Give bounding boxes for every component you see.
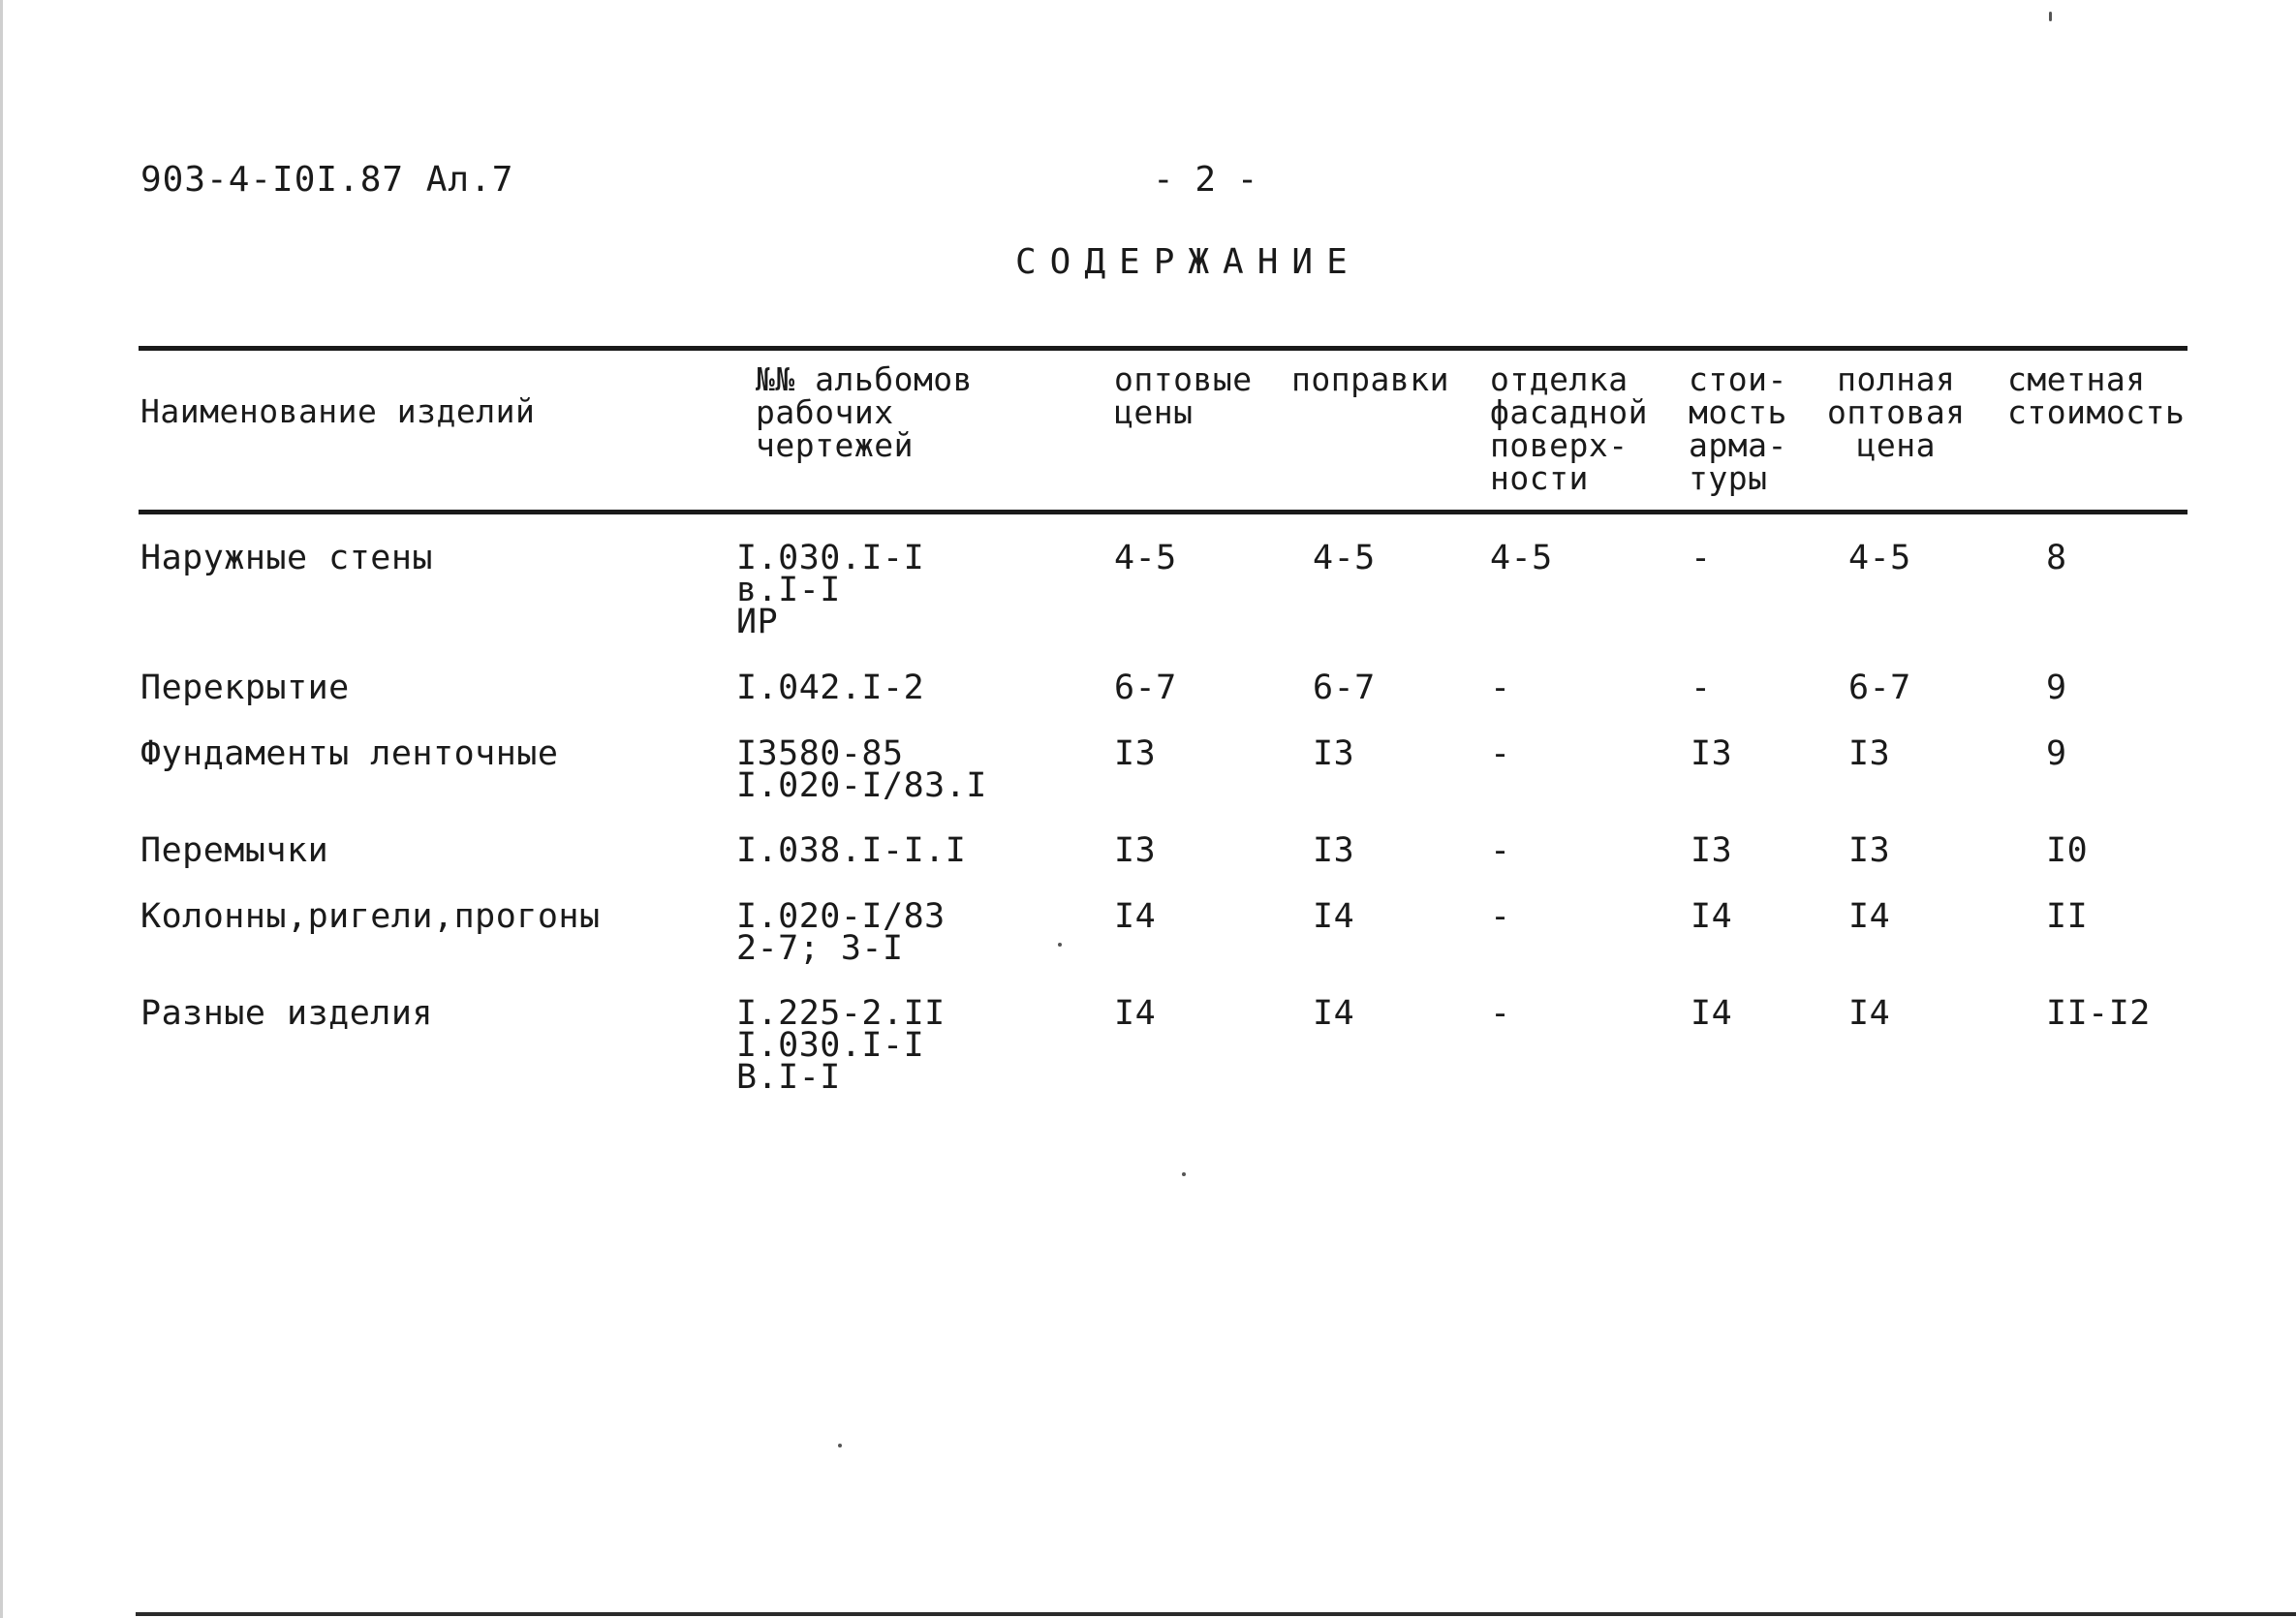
row-albums: I.030.I-I в.I-I ИР [736, 539, 925, 641]
row-wholesale-price: 4-5 [1114, 539, 1177, 577]
column-header-wholesale-prices: оптовые цены [1114, 360, 1253, 431]
table-header-rule [139, 510, 2187, 514]
scan-speck [838, 1444, 842, 1447]
row-estimated-cost: 8 [2046, 539, 2067, 577]
column-header-reinforcement-cost: стои- мость арма- туры [1689, 360, 1787, 497]
row-estimated-cost: II [2046, 897, 2089, 936]
row-reinforcement-cost: - [1691, 669, 1712, 707]
row-facade-finish: - [1490, 831, 1511, 870]
row-full-price: I3 [1848, 734, 1891, 773]
column-header-corrections: поправки [1291, 360, 1449, 398]
row-name: Перемычки [140, 831, 329, 870]
row-name: Перекрытие [140, 669, 350, 707]
row-full-price: 6-7 [1848, 669, 1911, 707]
table-top-rule [139, 346, 2187, 351]
row-albums: I.225-2.II I.030.I-I В.I-I [736, 994, 946, 1097]
row-wholesale-price: I4 [1114, 897, 1157, 936]
scan-speck [2049, 12, 2052, 21]
row-correction: I4 [1313, 897, 1355, 936]
row-correction: I3 [1313, 734, 1355, 773]
row-wholesale-price: I3 [1114, 734, 1157, 773]
row-wholesale-price: 6-7 [1114, 669, 1177, 707]
row-reinforcement-cost: I3 [1691, 831, 1733, 870]
row-correction: I3 [1313, 831, 1355, 870]
row-full-price: I4 [1848, 897, 1891, 936]
row-correction: I4 [1313, 994, 1355, 1033]
row-facade-finish: - [1490, 897, 1511, 936]
row-estimated-cost: 9 [2046, 669, 2067, 707]
row-reinforcement-cost: I4 [1691, 897, 1733, 936]
row-name: Разные изделия [140, 994, 434, 1033]
row-name: Наружные стены [140, 539, 434, 577]
row-albums: I.042.I-2 [736, 669, 925, 707]
row-estimated-cost: I0 [2046, 831, 2089, 870]
row-full-price: I4 [1848, 994, 1891, 1033]
row-name: Колонны,ригели,прогоны [140, 897, 601, 936]
row-correction: 6-7 [1313, 669, 1376, 707]
row-estimated-cost: II-I2 [2046, 994, 2151, 1033]
row-reinforcement-cost: I3 [1691, 734, 1733, 773]
row-correction: 4-5 [1313, 539, 1376, 577]
row-wholesale-price: I4 [1114, 994, 1157, 1033]
row-facade-finish: - [1490, 994, 1511, 1033]
document-code: 903-4-I0I.87 Ал.7 [140, 160, 514, 200]
row-reinforcement-cost: I4 [1691, 994, 1733, 1033]
column-header-name: Наименование изделий [140, 392, 536, 430]
page-title: СОДЕРЖАНИЕ [1015, 242, 1361, 282]
row-albums: I3580-85 I.020-I/83.I [736, 734, 987, 805]
row-reinforcement-cost: - [1691, 539, 1712, 577]
row-albums: I.020-I/83 2-7; 3-I [736, 897, 946, 968]
scan-speck [1058, 943, 1062, 947]
row-full-price: I3 [1848, 831, 1891, 870]
page-number: - 2 - [1153, 160, 1258, 200]
column-header-full-wholesale-price: полная оптовая цена [1827, 360, 1966, 464]
row-name: Фундаменты ленточные [140, 734, 559, 773]
row-wholesale-price: I3 [1114, 831, 1157, 870]
column-header-facade-finish: отделка фасадной поверх- ности [1490, 360, 1648, 497]
row-facade-finish: - [1490, 669, 1511, 707]
row-facade-finish: 4-5 [1490, 539, 1553, 577]
row-facade-finish: - [1490, 734, 1511, 773]
row-full-price: 4-5 [1848, 539, 1911, 577]
row-albums: I.038.I-I.I [736, 831, 967, 870]
scan-speck [1182, 1172, 1186, 1176]
row-estimated-cost: 9 [2046, 734, 2067, 773]
scan-edge-left [0, 0, 3, 1618]
column-header-estimated-cost: сметная стоимость [2007, 360, 2186, 431]
column-header-albums: №№ альбомов рабочих чертежей [756, 360, 974, 464]
scan-edge-bottom [136, 1612, 2296, 1616]
